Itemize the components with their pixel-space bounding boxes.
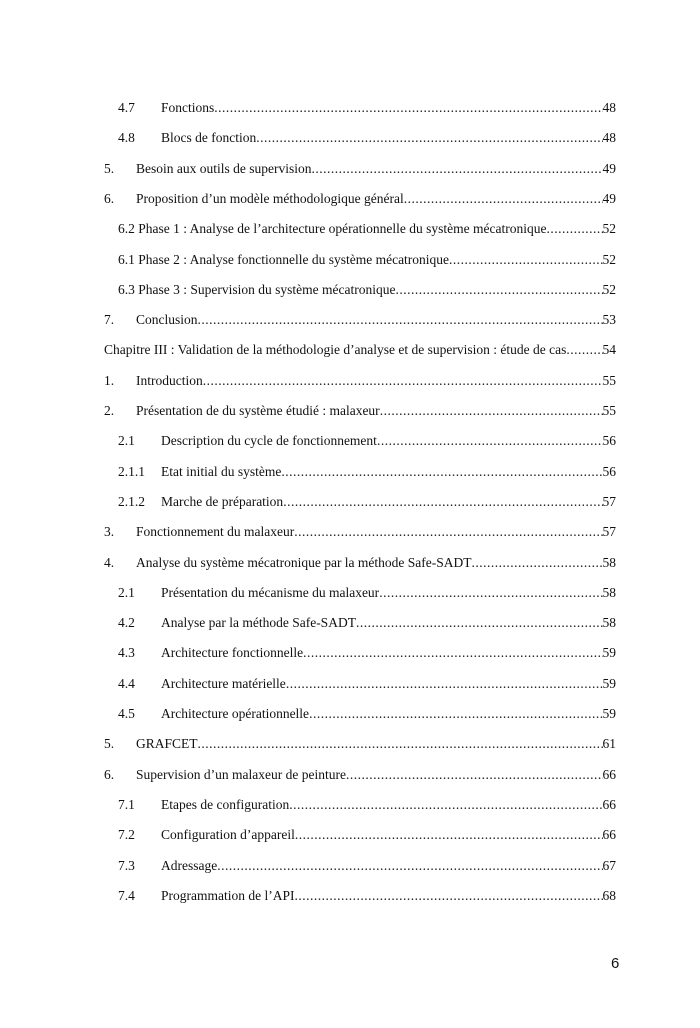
toc-entry-title: Etat initial du système [161,463,282,479]
dot-leader [449,252,602,268]
toc-entry[interactable] [104,312,616,332]
toc-entry-page: 57 [602,493,616,509]
dot-leader [404,191,603,207]
toc-entry[interactable] [104,767,616,787]
dot-leader [217,858,602,874]
toc-entry-page: 66 [602,766,616,782]
dot-leader [198,736,603,752]
toc-entry-page: 49 [602,160,616,176]
toc-entry-title: Présentation de du système étudié : malaxeur [136,403,380,418]
toc-entry[interactable] [118,706,616,726]
toc-entry-page: 59 [602,706,616,721]
toc-entry-number: 6. [104,190,115,206]
toc-entry-number: 2.1.1 [118,463,145,479]
toc-entry-page: 67 [602,857,616,873]
toc-entry-number: 5. [104,160,115,176]
toc-entry[interactable] [118,645,616,665]
toc-entry-page: 61 [602,736,616,752]
toc-entry-page: 56 [602,433,616,449]
toc-entry-title: 6.2 Phase 1 : Analyse de l’architecture opérationnelle du système mécatronique [118,221,547,237]
toc-entry[interactable] [104,555,616,575]
toc-entry-number: 4.5 [118,706,135,721]
dot-leader [294,888,602,904]
toc-entry-title: Analyse par la méthode Safe-SADT [161,615,356,631]
toc-entry[interactable] [118,676,616,696]
toc-entry-title: Architecture opérationnelle [161,706,310,721]
toc-entry[interactable] [104,342,616,362]
toc-entry[interactable] [104,524,616,544]
toc-entry-page: 48 [602,130,616,146]
toc-entry[interactable] [118,252,616,272]
toc-entry-number: 2.1 [118,584,135,600]
toc-entry-page: 52 [602,251,616,267]
dot-leader [566,342,602,358]
toc-entry-title: Proposition d’un modèle méthodologique général [136,190,404,206]
dot-leader [356,615,603,631]
toc-entry-title: Fonctionnement du malaxeur [136,524,295,540]
dot-leader [294,524,602,540]
toc-entry-number: 7.3 [118,857,135,873]
toc-entry[interactable] [104,736,616,756]
toc-entry-number: 5. [104,736,115,752]
toc-entry-page: 54 [602,342,616,358]
dot-leader [346,767,603,783]
toc-entry-page: 48 [602,100,616,115]
toc-entry-number: 4.3 [118,645,135,661]
toc-entry-page: 57 [602,524,616,540]
toc-entry[interactable] [118,797,616,817]
toc-entry-page: 58 [602,584,616,600]
toc-entry[interactable] [118,585,616,605]
toc-entry-title: Analyse du système mécatronique par la méthode Safe-SADT [136,554,472,570]
dot-leader [379,585,602,601]
toc-entry[interactable] [118,282,616,302]
toc-entry-page: 59 [602,675,616,691]
toc-entry[interactable] [118,130,616,150]
toc-entry-number: 3. [104,524,115,540]
toc-entry-title: Description du cycle de fonctionnement [161,433,377,449]
toc-entry-title: Etapes de configuration [161,796,290,812]
toc-entry-number: 7.2 [118,827,135,843]
toc-entry[interactable] [104,191,616,211]
toc-entry-number: 4.8 [118,130,135,146]
toc-entry-number: 6. [104,766,115,782]
toc-entry-title: Programmation de l’API [161,887,295,903]
toc-entry-page: 52 [602,221,616,237]
toc-entry-page: 55 [602,372,616,388]
dot-leader [472,555,603,571]
dot-leader [281,464,602,480]
toc-entry-title: Fonctions [161,100,215,115]
dot-leader [214,100,602,116]
dot-leader [283,494,602,510]
page-number: 6 [611,955,620,972]
toc-entry-number: 7. [104,312,115,328]
toc-entry[interactable] [118,888,616,908]
dot-leader [546,221,602,237]
toc-entry-page: 66 [602,827,616,843]
toc-entry[interactable] [118,494,616,514]
toc-entry-number: 4.4 [118,675,135,691]
toc-entry-title: Blocs de fonction [161,130,257,146]
toc-entry-title: Adressage [161,857,218,873]
toc-entry-title: Chapitre III : Validation de la méthodologie d’analyse et de supervision : étude de cas [104,342,567,358]
toc-entry-page: 52 [602,281,616,297]
toc-entry-page: 53 [602,312,616,328]
dot-leader [198,312,603,328]
toc-entry-title: 6.3 Phase 3 : Supervision du système mécatronique [118,281,396,297]
toc-entry-title: Introduction [136,372,203,388]
dot-leader [377,433,603,449]
toc-entry-title: Architecture matérielle [161,675,286,691]
toc-entry-number: 4. [104,554,115,570]
toc-entry-title: Configuration d’appareil [161,827,295,843]
toc-entry-page: 55 [602,403,616,418]
toc-entry-number: 1. [104,372,115,388]
dot-leader [309,706,602,722]
toc-entry[interactable] [118,433,616,453]
toc-entry-page: 49 [602,190,616,206]
toc-entry-number: 2.1.2 [118,493,145,509]
toc-entry-number: 7.4 [118,887,135,903]
toc-entry-title: Marche de préparation [161,493,284,509]
toc-entry-title: 6.1 Phase 2 : Analyse fonctionnelle du système mécatronique [118,251,450,267]
toc-entry-number: 4.2 [118,615,135,631]
dot-leader [295,827,603,843]
toc-entry[interactable] [104,161,616,181]
toc-entry[interactable] [118,827,616,847]
toc-entry[interactable] [118,615,616,635]
dot-leader [289,797,602,813]
toc-entry[interactable] [118,221,616,241]
toc-entry-page: 66 [602,796,616,812]
dot-leader [286,676,603,692]
toc-entry-title: Besoin aux outils de supervision [136,160,312,176]
toc-entry-title: Présentation du mécanisme du malaxeur [161,584,380,600]
toc-entry-number: 2.1 [118,433,135,449]
dot-leader [303,645,602,661]
toc-entry[interactable] [118,100,616,120]
toc-entry-title: GRAFCET [136,736,198,752]
dot-leader [380,403,603,419]
toc-entry-page: 58 [602,554,616,570]
toc-entry-number: 7.1 [118,796,135,812]
toc-entry-number: 2. [104,403,115,418]
toc-entry-title: Supervision d’un malaxeur de peinture [136,766,346,782]
toc-entry[interactable] [118,858,616,878]
toc-entry-number: 4.7 [118,100,135,115]
dot-leader [203,373,603,389]
toc-entry-page: 58 [602,615,616,631]
toc-entry[interactable] [104,373,616,393]
toc-entry-page: 68 [602,887,616,903]
toc-entry-title: Architecture fonctionnelle [161,645,304,661]
toc-entry-page: 59 [602,645,616,661]
dot-leader [312,161,603,177]
toc-entry-title: Conclusion [136,312,198,328]
toc-entry-page: 56 [602,463,616,479]
dot-leader [395,282,602,298]
dot-leader [256,130,602,146]
toc-entry[interactable] [118,464,616,484]
toc-entry[interactable] [104,403,616,423]
